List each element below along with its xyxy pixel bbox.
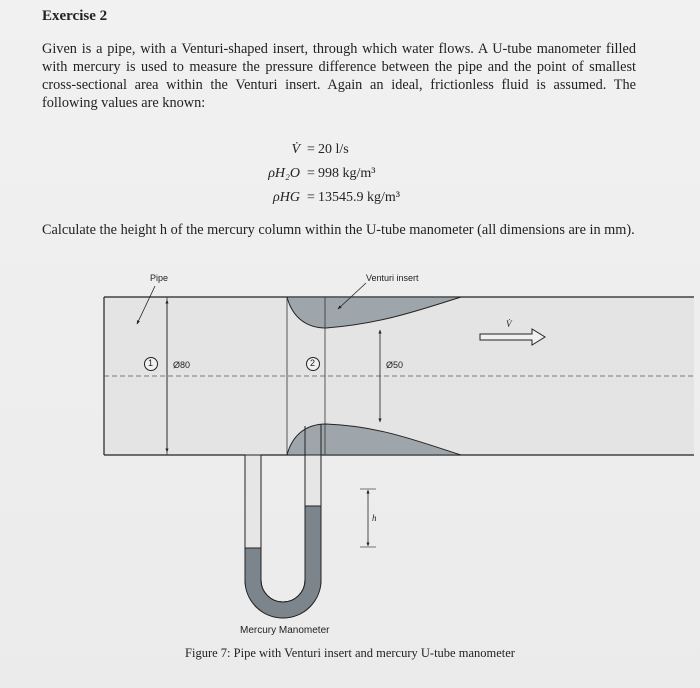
label-flow-rate: V̇ — [506, 319, 512, 329]
label-height-h: h — [372, 513, 377, 523]
task-paragraph: Calculate the height h of the mercury column within the U-tube manometer (all dimensions are in mm). — [42, 222, 635, 238]
figure-caption: Figure 7: Pipe with Venturi insert and mercury U-tube manometer — [185, 646, 515, 660]
label-point-1: 1 — [148, 358, 154, 368]
label-venturi-insert: Venturi insert — [366, 273, 419, 283]
given-mercury-density: ρHG = 13545.9 kg/m³ — [273, 190, 400, 205]
given-water-density: ρH₂O = 998 kg/m³ — [268, 166, 376, 181]
label-mercury-manometer: Mercury Manometer — [240, 625, 330, 636]
exercise-title: Exercise 2 — [42, 8, 108, 24]
label-point-2: 2 — [310, 358, 316, 368]
label-diameter-50: Ø50 — [386, 360, 404, 370]
given-flow-rate: V̇ = 20 l/s — [291, 142, 349, 157]
intro-paragraph: Given is a pipe, with a Venturi-shaped insert, through which water flows. A U-tube manometer filled with mercury is used to measure the pressure difference between the pipe and the point of smallest cross-sectional area within the Venturi insert. Again an ideal, frictionless fluid is assumed. The following values are known: — [42, 41, 636, 111]
label-diameter-80: Ø80 — [173, 360, 191, 370]
label-pipe: Pipe — [150, 273, 169, 283]
